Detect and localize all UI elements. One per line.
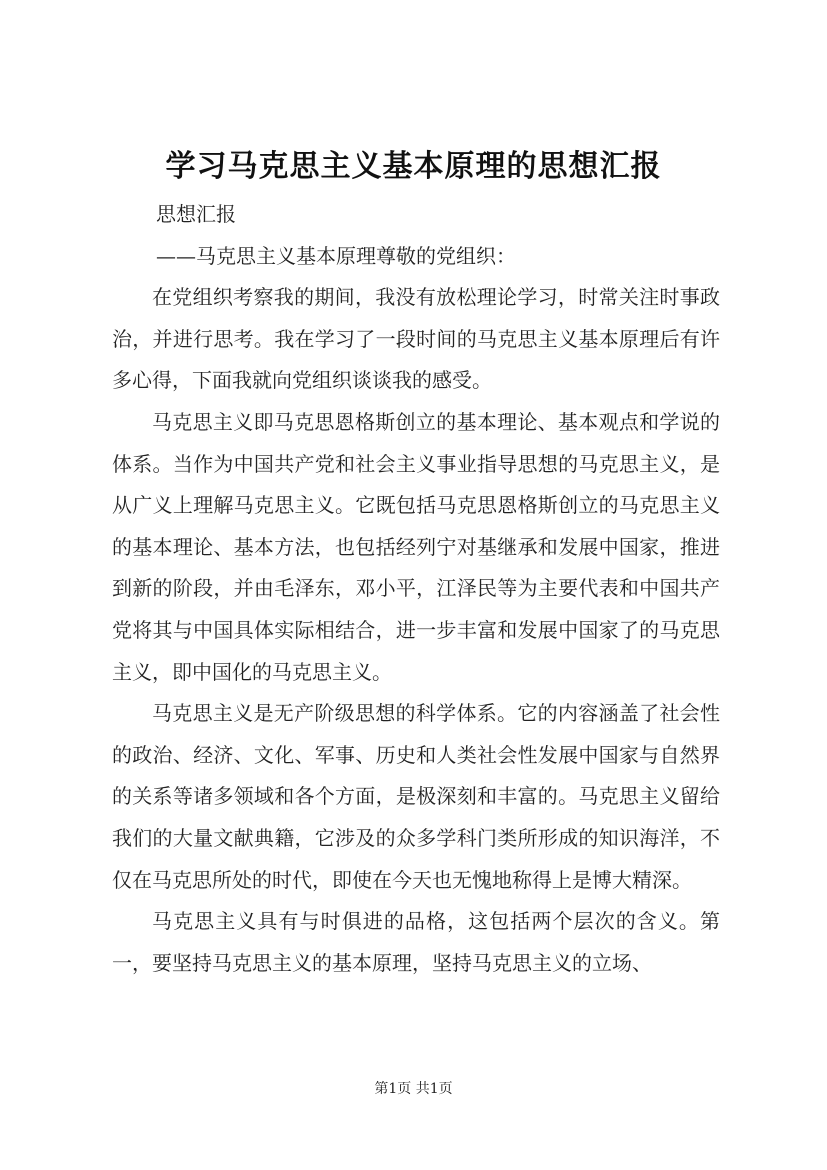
paragraph: 马克思主义具有与时俱进的品格，这包括两个层次的含义。第一，要坚持马克思主义的基本原理，坚持马克思主义的立场、 — [112, 909, 720, 975]
paragraph-heading: 思想汇报 — [156, 202, 236, 226]
page-footer: 第1页 共1页 — [374, 1081, 453, 1097]
paragraph: 马克思主义即马克思恩格斯创立的基本理论、基本观点和学说的体系。当作为中国共产党和社会主义事业指导思想的马克思主义，是从广义上理解马克思主义。它既包括马克思恩格斯创立的马克思主义的基本理论、基本方法，也包括经列宁对基继承和发展中国家，推进到新的阶段，并由毛泽东，邓小平，江泽民等为主要代表和中国共产党将其与中国具体实际相结合，进一步丰富和发展中国家了的马克思主义，即中国化的马克思主义。 — [112, 409, 720, 684]
paragraph-salutation: ——马克思主义基本原理尊敬的党组织： — [156, 243, 516, 268]
document-title: 学习马克思主义基本原理的思想汇报 — [165, 149, 662, 184]
paragraph: 马克思主义是无产阶级思想的科学体系。它的内容涵盖了社会性的政治、经济、文化、军事、历史和人类社会性发展中国家与自然界的关系等诸多领域和各个方面，是极深刻和丰富的。马克思主义留给我们的大量文献典籍，它涉及的众多学科门类所形成的知识海洋，不仅在马克思所处的时代，即使在今天也无愧地称得上是博大精深。 — [112, 701, 720, 892]
paragraph: 在党组织考察我的期间，我没有放松理论学习，时常关注时事政治，并进行思考。我在学习了一段时间的马克思主义基本原理后有许多心得，下面我就向党组织谈谈我的感受。 — [112, 285, 720, 393]
document-body — [112, 194, 720, 984]
